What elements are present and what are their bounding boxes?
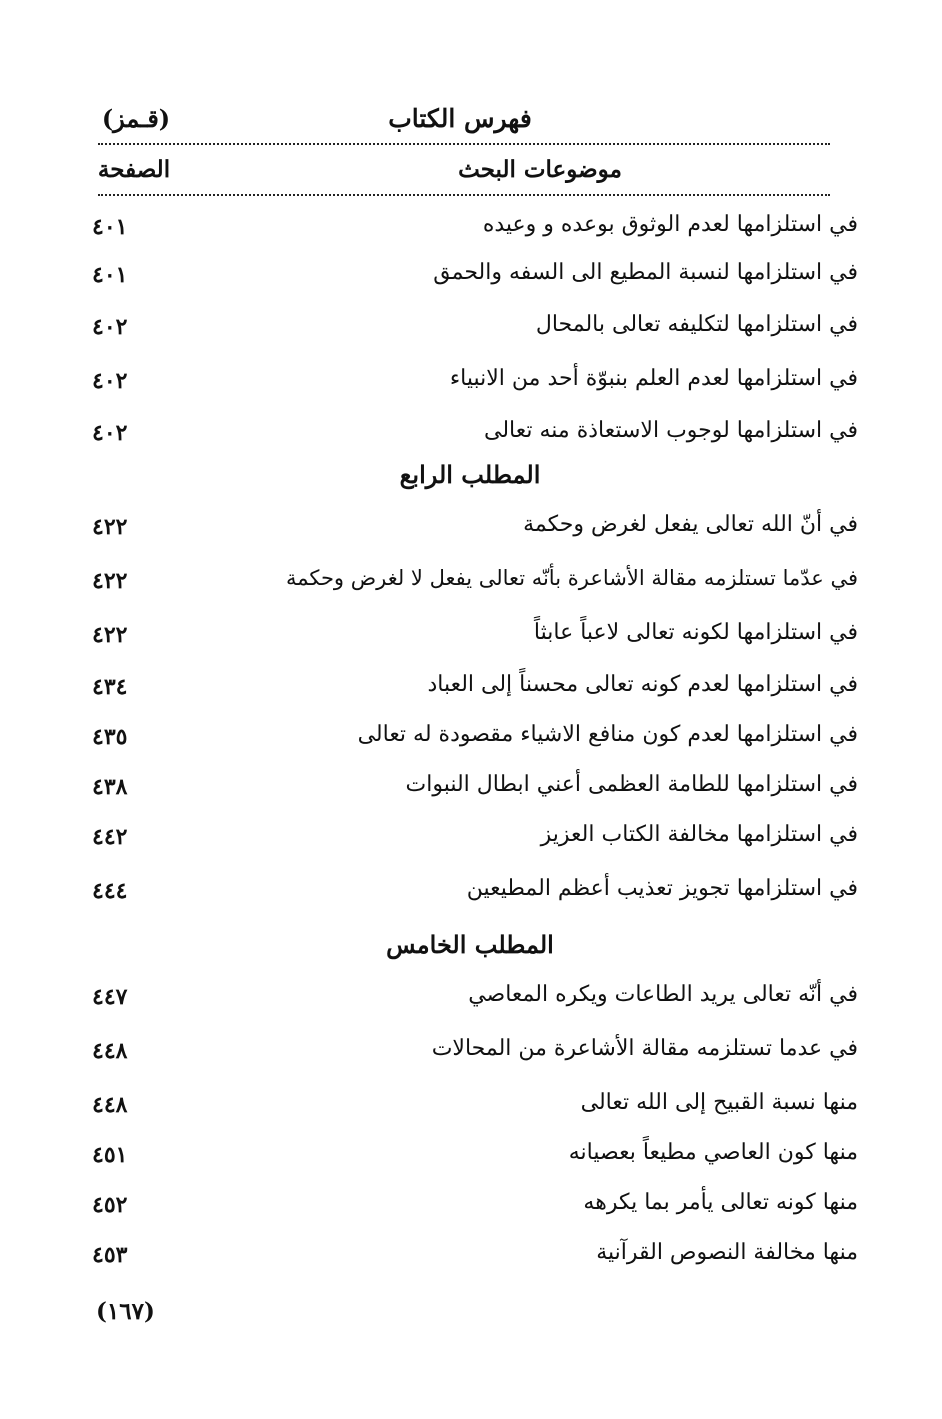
toc-entry-page: ٤٥٢ bbox=[92, 1192, 128, 1218]
toc-entry-text: في استلزامها لعدم كونه تعالى محسناً إلى العباد bbox=[427, 672, 858, 697]
toc-entry-text: في استلزامها لعدم الوثوق بوعده و وعيده bbox=[482, 212, 858, 237]
toc-entry-page: ٤٢٢ bbox=[92, 514, 128, 540]
section-heading: المطلب الخامس bbox=[386, 930, 554, 959]
toc-entry-page: ٤٢٢ bbox=[92, 568, 128, 594]
toc-entry-page: ٤٣٨ bbox=[92, 774, 128, 800]
toc-entry-page: ٤٤٤ bbox=[92, 878, 128, 904]
page-title: فهرس الكتاب bbox=[388, 104, 532, 133]
toc-entry-text: في استلزامها لعدم العلم بنبوّة أحد من الانبياء bbox=[449, 366, 858, 391]
toc-entry-text: منها كونه تعالى يأمر بما يكرهه bbox=[583, 1190, 858, 1215]
toc-entry-text: في عدما تستلزمه مقالة الأشاعرة من المحالات bbox=[431, 1036, 858, 1061]
column-header-page: الصفحة bbox=[97, 156, 171, 183]
toc-entry-text: في أنّ الله تعالى يفعل لغرض وحكمة bbox=[523, 512, 858, 537]
toc-entry-text: في استلزامها لعدم كون منافع الاشياء مقصودة له تعالى bbox=[357, 722, 858, 747]
toc-entry-text: منها نسبة القبيح إلى الله تعالى bbox=[580, 1090, 858, 1115]
toc-entry-text: في استلزامها للطامة العظمى أعني ابطال النبوات bbox=[405, 772, 858, 797]
toc-entry-page: ٤٥٣ bbox=[92, 1242, 128, 1268]
toc-entry-page: ٤٠١ bbox=[92, 214, 128, 240]
toc-entry-text: في استلزامها تجويز تعذيب أعظم المطيعين bbox=[466, 876, 858, 901]
toc-entry-text: في استلزامها لكونه تعالى لاعباً عابثاً bbox=[533, 620, 858, 645]
toc-entry-page: ٤٤٧ bbox=[92, 984, 128, 1010]
divider-bottom bbox=[98, 194, 830, 196]
page-code: (قـمز) bbox=[101, 104, 171, 133]
toc-entry-text: في استلزامها مخالفة الكتاب العزيز bbox=[540, 822, 858, 847]
column-header-topics: موضوعات البحث bbox=[458, 156, 622, 183]
page-number: (١٦٧) bbox=[96, 1298, 155, 1325]
toc-entry-page: ٤٤٢ bbox=[92, 824, 128, 850]
toc-entry-page: ٤٣٥ bbox=[92, 724, 128, 750]
toc-entry-text: في عدّما تستلزمه مقالة الأشاعرة بأنّه تعالى يفعل لا لغرض وحكمة bbox=[285, 566, 858, 590]
toc-entry-text: في أنّه تعالى يريد الطاعات ويكره المعاصي bbox=[468, 982, 858, 1007]
toc-entry-page: ٤٢٢ bbox=[92, 622, 128, 648]
toc-entry-page: ٤٣٤ bbox=[92, 674, 128, 700]
toc-entry-page: ٤٠١ bbox=[92, 262, 128, 288]
toc-entry-page: ٤٤٨ bbox=[92, 1038, 128, 1064]
toc-entry-text: منها مخالفة النصوص القرآنية bbox=[596, 1240, 858, 1265]
toc-entry-page: ٤٤٨ bbox=[92, 1092, 128, 1118]
toc-entry-page: ٤٥١ bbox=[92, 1142, 128, 1168]
toc-entry-text: منها كون العاصي مطيعاً بعصيانه bbox=[568, 1140, 858, 1165]
toc-entry-text: في استلزامها لوجوب الاستعاذة منه تعالى bbox=[484, 418, 858, 443]
divider-top bbox=[98, 143, 830, 145]
toc-entry-page: ٤٠٢ bbox=[92, 368, 128, 394]
toc-entry-text: في استلزامها لنسبة المطيع الى السفه والحمق bbox=[433, 260, 858, 285]
toc-entry-page: ٤٠٢ bbox=[92, 420, 128, 446]
toc-entry-page: ٤٠٢ bbox=[92, 314, 128, 340]
toc-entry-text: في استلزامها لتكليفه تعالى بالمحال bbox=[535, 312, 858, 337]
section-heading: المطلب الرابع bbox=[399, 460, 541, 489]
